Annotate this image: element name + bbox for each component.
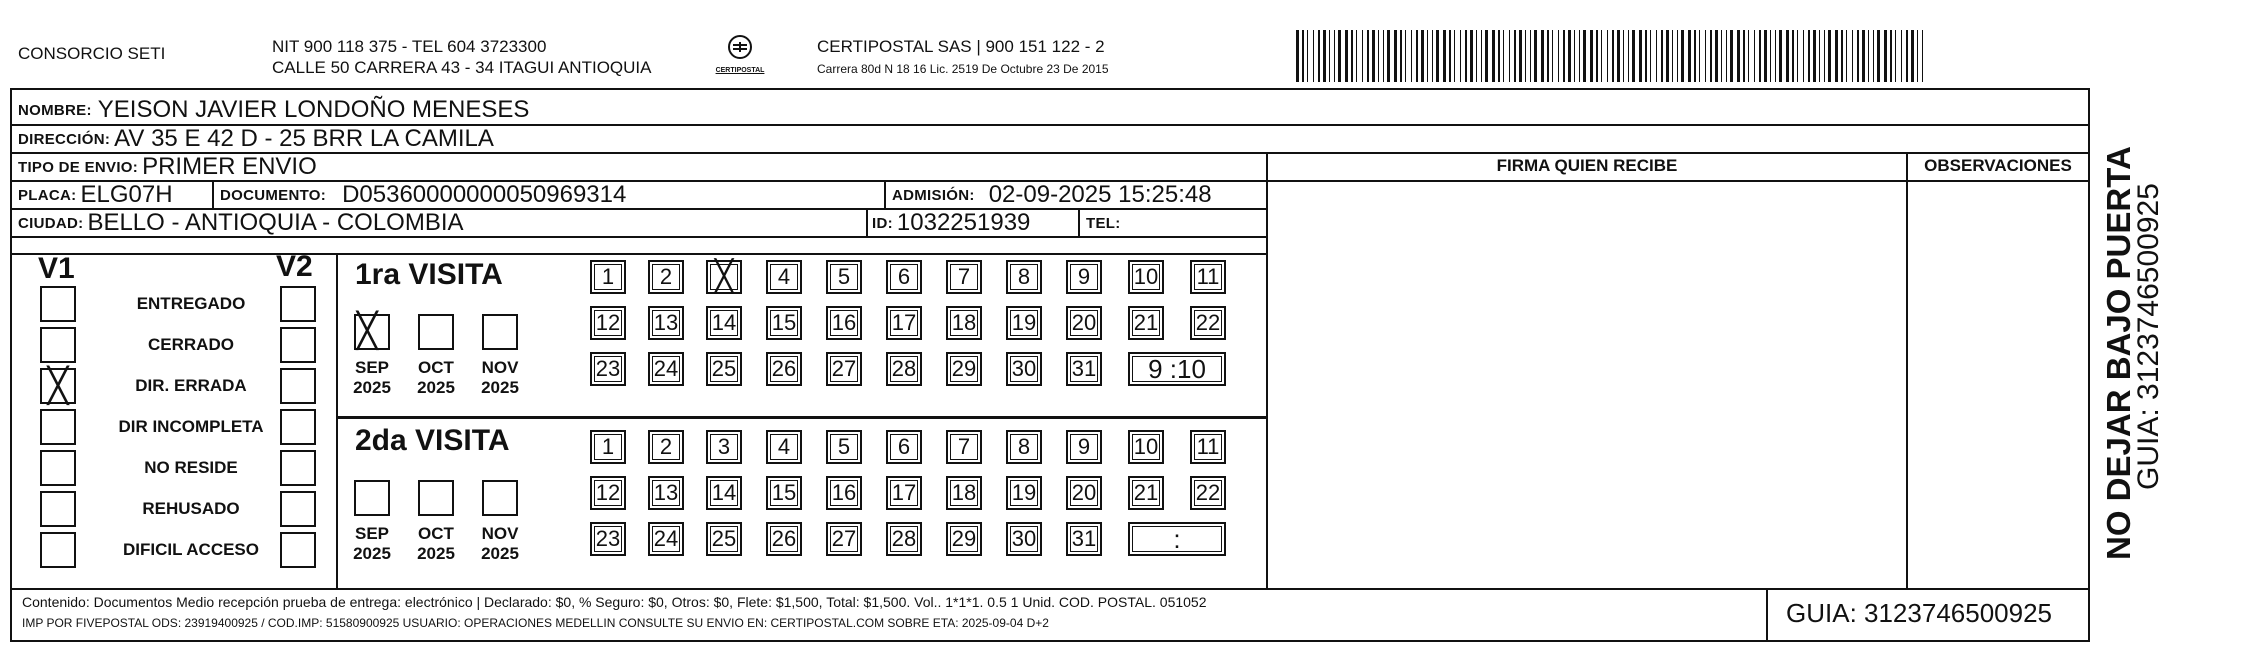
city-row: [18, 209, 464, 237]
barcode-bar: [1296, 30, 1299, 82]
barcode-bar: [1710, 30, 1712, 82]
sender-nit: NIT 900 118 375 - TEL 604 3723300: [272, 37, 547, 56]
barcode-bar: [1367, 30, 1369, 82]
status-v2-checkbox[interactable]: [280, 409, 316, 445]
barcode-bar: [1583, 30, 1586, 82]
barcode-bar: [1481, 30, 1482, 82]
day-box[interactable]: 24: [648, 522, 684, 556]
shipment-type-row: [18, 153, 317, 181]
barcode-bar: [1432, 30, 1433, 82]
contents-line: Contenido: Documentos Medio recepción prueba de entrega: electrónico | Declarado: $0, % Seguro: $0, Otros: $0, Flete: $1,500, Total: $1,500. Vol.. 1*1*1. 0.5 1 Unid. COD. POSTAL. 051052: [22, 594, 1207, 610]
document-value: D05360000000050969314: [342, 181, 627, 208]
status-label: ENTREGADO: [136, 294, 246, 313]
barcode-bar: [1400, 30, 1402, 82]
month-label: SEP 2025: [353, 358, 391, 397]
admission-label: ADMISIÓN:: [892, 186, 975, 204]
day-box[interactable]: 17: [886, 476, 922, 510]
day-box[interactable]: 2: [648, 430, 684, 464]
day-box[interactable]: 16: [826, 306, 862, 340]
barcode-bar: [1715, 30, 1718, 82]
city-value: BELLO - ANTIOQUIA - COLOMBIA: [87, 209, 464, 236]
check-mark-icon: ╳: [357, 312, 378, 350]
barcode-bar: [1387, 30, 1390, 82]
id-row: [872, 209, 1030, 237]
barcode-bar: [1547, 30, 1549, 82]
barcode-bar: [1525, 30, 1526, 82]
barcode-bar: [1519, 30, 1522, 82]
barcode: [1296, 30, 1928, 82]
document-row: [220, 181, 626, 209]
barcode-bar: [1574, 30, 1575, 82]
month-label: OCT 2025: [417, 524, 455, 563]
month-checkbox[interactable]: [354, 314, 390, 350]
day-box[interactable]: 8: [1006, 260, 1042, 294]
v1-label: V1: [38, 252, 75, 285]
certipostal-logo: CERTIPOSTAL: [715, 34, 765, 80]
barcode-bar: [1792, 30, 1794, 82]
barcode-bar: [1552, 30, 1553, 82]
day-box[interactable]: 26: [766, 522, 802, 556]
day-box[interactable]: 21: [1128, 476, 1164, 510]
day-box[interactable]: 23: [590, 352, 626, 386]
barcode-bar: [1623, 30, 1624, 82]
barcode-bar: [1514, 30, 1516, 82]
month-label: OCT 2025: [417, 358, 455, 397]
barcode-bar: [1779, 30, 1782, 82]
status-label: DIR. ERRADA: [135, 376, 247, 395]
tel-label: TEL:: [1086, 214, 1121, 232]
name-label: NOMBRE:: [18, 101, 92, 119]
barcode-bar: [1828, 30, 1831, 82]
id-label: ID:: [872, 214, 893, 232]
barcode-bar: [1460, 30, 1461, 82]
status-label: DIFICIL ACCESO: [122, 540, 259, 559]
day-box[interactable]: 7: [946, 260, 982, 294]
signature-header: FIRMA QUIEN RECIBE: [1496, 156, 1678, 175]
time-field[interactable]: 9 :10: [1128, 352, 1226, 386]
barcode-bar: [1383, 30, 1384, 82]
day-box[interactable]: 22: [1190, 476, 1226, 510]
barcode-bar: [1345, 30, 1348, 82]
city-label: CIUDAD:: [18, 214, 84, 232]
day-box[interactable]: 9: [1066, 430, 1102, 464]
barcode-bar: [1601, 30, 1602, 82]
barcode-bar: [1650, 30, 1651, 82]
status-v2-checkbox[interactable]: [280, 491, 316, 527]
day-box[interactable]: 25: [706, 522, 742, 556]
recipient-name: YEISON JAVIER LONDOÑO MENESES: [97, 96, 530, 123]
barcode-bar: [1607, 30, 1608, 82]
barcode-bar: [1764, 30, 1767, 82]
carrier-name: CERTIPOSTAL SAS | 900 151 122 - 2: [817, 37, 1105, 56]
barcode-bar: [1906, 30, 1908, 82]
day-box[interactable]: 27: [826, 352, 862, 386]
day-box[interactable]: 18: [946, 306, 982, 340]
month-checkbox[interactable]: [482, 314, 518, 350]
day-box[interactable]: 1: [590, 430, 626, 464]
check-mark-icon: ╳: [714, 260, 734, 293]
barcode-bar: [1857, 30, 1859, 82]
barcode-bar: [1351, 30, 1353, 82]
plate-label: PLACA:: [18, 186, 77, 204]
barcode-bar: [1498, 30, 1500, 82]
status-v1-checkbox[interactable]: [40, 450, 76, 486]
day-box[interactable]: 29: [946, 522, 982, 556]
barcode-bar: [1677, 30, 1678, 82]
barcode-bar: [1748, 30, 1749, 82]
day-box[interactable]: 27: [826, 522, 862, 556]
print-info-line: IMP POR FIVEPOSTAL ODS: 23919400925 / COD.IMP: 51580900925 USUARIO: OPERACIONES MEDELLIN CONSULTE SU ENVIO EN: CERTIPOSTAL.COM SOBRE ETA: 2025-09-04 D+2: [22, 616, 1049, 630]
day-box[interactable]: 30: [1006, 352, 1042, 386]
sender-name: CONSORCIO SETI: [18, 44, 166, 63]
barcode-bar: [1421, 30, 1424, 82]
barcode-bar: [1737, 30, 1740, 82]
day-box[interactable]: 26: [766, 352, 802, 386]
barcode-bar: [1862, 30, 1865, 82]
status-v2-checkbox[interactable]: [280, 286, 316, 322]
barcode-bar: [1313, 30, 1314, 82]
month-checkbox[interactable]: [418, 314, 454, 350]
barcode-bar: [1334, 30, 1335, 82]
barcode-bar: [1846, 30, 1847, 82]
day-box[interactable]: 13: [648, 476, 684, 510]
barcode-bar: [1612, 30, 1614, 82]
day-box[interactable]: 19: [1006, 306, 1042, 340]
barcode-bar: [1416, 30, 1418, 82]
recipient-address: AV 35 E 42 D - 25 BRR LA CAMILA: [114, 125, 494, 152]
barcode-bar: [1873, 30, 1874, 82]
day-box[interactable]: 10: [1128, 430, 1164, 464]
admission-value: 02-09-2025 15:25:48: [988, 181, 1212, 208]
barcode-bar: [1721, 30, 1722, 82]
status-label: DIR INCOMPLETA: [118, 417, 264, 436]
barcode-bar: [1617, 30, 1620, 82]
status-v1-checkbox[interactable]: [40, 286, 76, 322]
barcode-bar: [1323, 30, 1326, 82]
do-not-leave-warning: NO DEJAR BAJO PUERTA: [2100, 146, 2137, 560]
month-label: NOV 2025: [481, 524, 519, 563]
barcode-bar: [1470, 30, 1473, 82]
barcode-bar: [1835, 30, 1838, 82]
v2-label: V2: [276, 250, 313, 283]
barcode-bar: [1705, 30, 1706, 82]
barcode-bar: [1436, 30, 1439, 82]
barcode-bar: [1443, 30, 1446, 82]
day-box[interactable]: 24: [648, 352, 684, 386]
day-box[interactable]: 6: [886, 430, 922, 464]
barcode-bar: [1852, 30, 1853, 82]
barcode-bar: [1454, 30, 1455, 82]
status-v2-checkbox[interactable]: [280, 327, 316, 363]
barcode-bar: [1770, 30, 1771, 82]
id-value: 1032251939: [896, 209, 1031, 236]
barcode-bar: [1590, 30, 1593, 82]
day-box[interactable]: 12: [590, 306, 626, 340]
day-box[interactable]: 18: [946, 476, 982, 510]
day-box[interactable]: 20: [1066, 476, 1102, 510]
barcode-bar: [1449, 30, 1451, 82]
barcode-bar: [1797, 30, 1798, 82]
day-box[interactable]: 5: [826, 430, 862, 464]
barcode-bar: [1563, 30, 1565, 82]
barcode-bar: [1476, 30, 1477, 82]
signature-area[interactable]: [1268, 182, 1906, 588]
day-box[interactable]: 28: [886, 352, 922, 386]
barcode-bar: [1672, 30, 1673, 82]
plate-row: [18, 181, 173, 209]
day-box[interactable]: 16: [826, 476, 862, 510]
barcode-bar: [1596, 30, 1598, 82]
barcode-bar: [1628, 30, 1629, 82]
barcode-bar: [1743, 30, 1745, 82]
barcode-bar: [1411, 30, 1412, 82]
day-box[interactable]: 13: [648, 306, 684, 340]
sender-address: CALLE 50 CARRERA 43 - 34 ITAGUI ANTIOQUIA: [272, 58, 652, 77]
tel-row: [1086, 209, 1121, 237]
barcode-bar: [1895, 30, 1896, 82]
day-box[interactable]: 6: [886, 260, 922, 294]
barcode-bar: [1318, 30, 1320, 82]
day-box[interactable]: 22: [1190, 306, 1226, 340]
day-box[interactable]: 28: [886, 522, 922, 556]
day-box[interactable]: 11: [1190, 430, 1226, 464]
side-guide-number: GUIA: 3123746500925: [2132, 183, 2165, 490]
day-box[interactable]: 4: [766, 430, 802, 464]
barcode-bar: [1503, 30, 1504, 82]
day-box[interactable]: 15: [766, 306, 802, 340]
month-label: SEP 2025: [353, 524, 391, 563]
barcode-bar: [1485, 30, 1488, 82]
day-box[interactable]: 20: [1066, 306, 1102, 340]
day-box[interactable]: 29: [946, 352, 982, 386]
day-box[interactable]: 31: [1066, 352, 1102, 386]
barcode-bar: [1530, 30, 1531, 82]
barcode-bar: [1775, 30, 1776, 82]
day-box[interactable]: 14: [706, 306, 742, 340]
barcode-bar: [1754, 30, 1755, 82]
barcode-bar: [1405, 30, 1406, 82]
day-box[interactable]: 4: [766, 260, 802, 294]
day-box[interactable]: [706, 260, 742, 294]
barcode-bar: [1730, 30, 1733, 82]
day-box[interactable]: 8: [1006, 430, 1042, 464]
status-v1-checkbox[interactable]: [40, 532, 76, 568]
barcode-bar: [1329, 30, 1330, 82]
barcode-bar: [1922, 30, 1923, 82]
status-v2-checkbox[interactable]: [280, 368, 316, 404]
day-box[interactable]: 17: [886, 306, 922, 340]
barcode-bar: [1639, 30, 1642, 82]
barcode-bar: [1911, 30, 1914, 82]
barcode-bar: [1579, 30, 1580, 82]
day-box[interactable]: 15: [766, 476, 802, 510]
barcode-bar: [1661, 30, 1663, 82]
barcode-bar: [1841, 30, 1843, 82]
barcode-bar: [1699, 30, 1700, 82]
status-label: CERRADO: [148, 335, 234, 354]
barcode-bar: [1645, 30, 1647, 82]
barcode-bar: [1492, 30, 1495, 82]
recipient-name-row: [18, 96, 529, 124]
day-box[interactable]: 11: [1190, 260, 1226, 294]
barcode-bar: [1901, 30, 1902, 82]
barcode-bar: [1681, 30, 1684, 82]
barcode-bar: [1819, 30, 1820, 82]
month-checkbox[interactable]: [418, 480, 454, 516]
day-box[interactable]: 23: [590, 522, 626, 556]
day-box[interactable]: 2: [648, 260, 684, 294]
barcode-bar: [1666, 30, 1669, 82]
day-box[interactable]: 1: [590, 260, 626, 294]
day-box[interactable]: 19: [1006, 476, 1042, 510]
barcode-bar: [1378, 30, 1379, 82]
month-label: NOV 2025: [481, 358, 519, 397]
barcode-bar: [1890, 30, 1892, 82]
barcode-bar: [1632, 30, 1635, 82]
status-v2-checkbox[interactable]: [280, 532, 316, 568]
day-box[interactable]: 25: [706, 352, 742, 386]
barcode-bar: [1877, 30, 1880, 82]
barcode-bar: [1302, 30, 1304, 82]
carrier-license: Carrera 80d N 18 16 Lic. 2519 De Octubre 23 De 2015: [817, 62, 1109, 76]
day-box[interactable]: 31: [1066, 522, 1102, 556]
barcode-bar: [1338, 30, 1341, 82]
barcode-bar: [1656, 30, 1657, 82]
barcode-bar: [1726, 30, 1727, 82]
barcode-bar: [1509, 30, 1510, 82]
barcode-bar: [1868, 30, 1869, 82]
barcode-bar: [1427, 30, 1428, 82]
barcode-bar: [1694, 30, 1696, 82]
day-box[interactable]: 3: [706, 430, 742, 464]
status-v1-checkbox[interactable]: [40, 409, 76, 445]
time-field[interactable]: :: [1128, 522, 1226, 556]
status-v1-checkbox[interactable]: [40, 327, 76, 363]
barcode-bar: [1534, 30, 1537, 82]
barcode-bar: [1884, 30, 1887, 82]
barcode-bar: [1813, 30, 1816, 82]
barcode-bar: [1465, 30, 1467, 82]
day-box[interactable]: 7: [946, 430, 982, 464]
address-label: DIRECCIÓN:: [18, 130, 111, 148]
observations-header: OBSERVACIONES: [1924, 156, 2072, 175]
day-box[interactable]: 10: [1128, 260, 1164, 294]
barcode-bar: [1803, 30, 1804, 82]
day-box[interactable]: 5: [826, 260, 862, 294]
shipment-type-label: TIPO DE ENVIO:: [18, 158, 139, 176]
month-checkbox[interactable]: [482, 480, 518, 516]
day-box[interactable]: 12: [590, 476, 626, 510]
day-box[interactable]: 30: [1006, 522, 1042, 556]
day-box[interactable]: 21: [1128, 306, 1164, 340]
barcode-bar: [1688, 30, 1691, 82]
day-box[interactable]: 9: [1066, 260, 1102, 294]
barcode-bar: [1356, 30, 1357, 82]
barcode-bar: [1786, 30, 1789, 82]
visit1-title: 1ra VISITA: [355, 258, 503, 291]
address-row: [18, 125, 494, 153]
barcode-bar: [1808, 30, 1810, 82]
barcode-bar: [1394, 30, 1397, 82]
status-label: REHUSADO: [142, 499, 240, 518]
shipment-type: PRIMER ENVIO: [142, 153, 317, 180]
barcode-bar: [1568, 30, 1571, 82]
barcode-bar: [1558, 30, 1559, 82]
month-checkbox[interactable]: [354, 480, 390, 516]
barcode-bar: [1362, 30, 1363, 82]
status-v1-checkbox[interactable]: [40, 491, 76, 527]
barcode-bar: [1824, 30, 1825, 82]
plate-value: ELG07H: [80, 181, 173, 208]
barcode-bar: [1372, 30, 1375, 82]
barcode-bar: [1307, 30, 1308, 82]
barcode-bar: [1917, 30, 1918, 82]
barcode-bar: [1759, 30, 1761, 82]
visit2-title: 2da VISITA: [355, 424, 510, 457]
admission-row: [892, 181, 1212, 209]
day-box[interactable]: 14: [706, 476, 742, 510]
observations-area[interactable]: [1908, 182, 2088, 588]
document-label: DOCUMENTO:: [220, 186, 327, 204]
check-mark-icon: ╳: [47, 367, 69, 405]
status-v1-checkbox[interactable]: [40, 368, 76, 404]
status-v2-checkbox[interactable]: [280, 450, 316, 486]
footer-guide-number: GUIA: 3123746500925: [1786, 598, 2052, 628]
status-label: NO RESIDE: [144, 458, 238, 477]
barcode-bar: [1541, 30, 1544, 82]
